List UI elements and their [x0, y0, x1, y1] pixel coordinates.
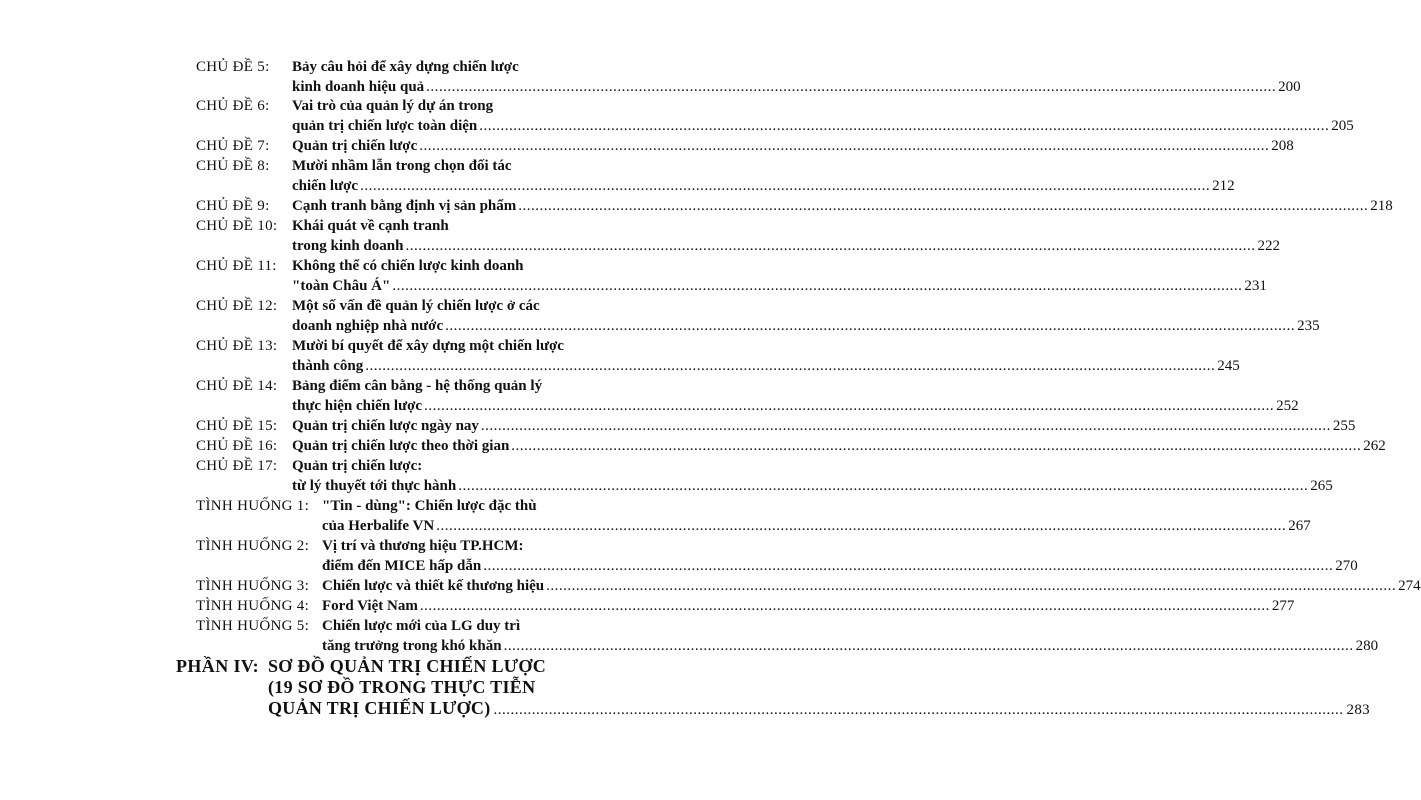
entry-label: CHỦ ĐỀ 7:: [196, 138, 270, 154]
part-title-text: (19 SƠ ĐỒ TRONG THỰC TIỄN: [268, 677, 536, 697]
entry-title-line: [292, 98, 493, 115]
entry-title-text: Không thể có chiến lược kinh doanh: [292, 258, 524, 274]
entry-title-text: Cạnh tranh bằng định vị sản phẩm: [292, 198, 517, 214]
entry-label: TÌNH HUỐNG 1:: [196, 498, 310, 514]
entry-label: TÌNH HUỐNG 5:: [196, 618, 310, 634]
entry-title-text: kinh doanh hiệu quả: [292, 79, 425, 95]
dot-leader: ........................................................................................................................................................................................................: [546, 578, 1397, 594]
entry-label: CHỦ ĐỀ 9:: [196, 198, 270, 214]
entry-title-text: Vị trí và thương hiệu TP.HCM:: [322, 538, 524, 554]
entry-title-last-line: [292, 79, 1301, 96]
entry-label: CHỦ ĐỀ 16:: [196, 438, 278, 454]
entry-label: CHỦ ĐỀ 5:: [196, 59, 270, 75]
entry-label: CHỦ ĐỀ 8:: [196, 158, 270, 174]
entry-title-line: [292, 378, 542, 395]
page-number: 208: [1271, 138, 1294, 154]
page-number: 205: [1331, 118, 1354, 134]
entry-title-text: Quản trị chiến lược:: [292, 458, 423, 474]
page-number: 231: [1244, 278, 1267, 294]
entry-title-line: [292, 458, 422, 475]
entry-label: CHỦ ĐỀ 15:: [196, 418, 278, 434]
part-title-line: [268, 677, 535, 698]
entry-title-last-line: [322, 598, 1295, 615]
entry-title-text: thực hiện chiến lược: [292, 398, 423, 414]
part-title-line: [268, 656, 546, 677]
dot-leader: ........................................................................................................................................................................................................: [511, 438, 1362, 454]
entry-title-text: Quản trị chiến lược ngày nay: [292, 418, 479, 434]
entry-title-line: [292, 158, 512, 175]
entry-title-line: [292, 59, 519, 76]
entry-title-last-line: [292, 118, 1354, 135]
entry-label: CHỦ ĐỀ 10:: [196, 218, 278, 234]
page-number: 283: [1346, 702, 1370, 718]
page-number: 222: [1257, 238, 1280, 254]
entry-title-text: Quản trị chiến lược: [292, 138, 418, 154]
dot-leader: ........................................................................................................................................................................................................: [419, 598, 1270, 614]
entry-title-last-line: [322, 558, 1358, 575]
entry-title-last-line: [292, 478, 1333, 495]
page-number: 245: [1217, 358, 1240, 374]
entry-title-last-line: [322, 578, 1421, 595]
entry-title-last-line: [322, 638, 1379, 655]
entry-title-last-line: [292, 418, 1356, 435]
entry-title-text: Mười nhầm lẫn trong chọn đối tác: [292, 158, 512, 174]
entry-title-text: điểm đến MICE hấp dẫn: [322, 558, 482, 574]
entry-title-text: Chiến lược và thiết kế thương hiệu: [322, 578, 545, 594]
entry-title-last-line: [292, 278, 1267, 295]
entry-title-text: doanh nghiệp nhà nước: [292, 318, 444, 334]
entry-title-text: tăng trưởng trong khó khăn: [322, 638, 502, 654]
entry-title-line: [322, 538, 524, 555]
part-title-text: SƠ ĐỒ QUẢN TRỊ CHIẾN LƯỢC: [268, 656, 547, 676]
page-number: 274: [1398, 578, 1421, 594]
entry-title-text: Quản trị chiến lược theo thời gian: [292, 438, 510, 454]
entry-title-last-line: [292, 398, 1299, 415]
entry-title-text: Khái quát về cạnh tranh: [292, 218, 449, 234]
page-number: 267: [1288, 518, 1311, 534]
dot-leader: ........................................................................................................................................................................................................: [424, 398, 1275, 414]
entry-label: CHỦ ĐỀ 14:: [196, 378, 278, 394]
entry-title-text: Mười bí quyết để xây dựng một chiến lược: [292, 338, 564, 354]
entry-title-line: [292, 218, 449, 235]
dot-leader: ........................................................................................................................................................................................................: [405, 238, 1256, 254]
dot-leader: ........................................................................................................................................................................................................: [503, 638, 1354, 654]
dot-leader: ........................................................................................................................................................................................................: [458, 478, 1309, 494]
dot-leader: ........................................................................................................................................................................................................: [436, 518, 1287, 534]
entry-title-text: Ford Việt Nam: [322, 598, 418, 614]
entry-title-last-line: [292, 438, 1386, 455]
dot-leader: ........................................................................................................................................................................................................: [392, 278, 1243, 294]
page-number: 270: [1335, 558, 1358, 574]
entry-title-text: Một số vấn đề quản lý chiến lược ở các: [292, 298, 540, 314]
entry-title-line: [292, 258, 524, 275]
part-title-text: QUẢN TRỊ CHIẾN LƯỢC): [268, 698, 491, 718]
entry-label: CHỦ ĐỀ 17:: [196, 458, 278, 474]
entry-label: CHỦ ĐỀ 11:: [196, 258, 277, 274]
entry-title-last-line: [292, 358, 1240, 375]
dot-leader: ........................................................................................................................................................................................................: [493, 702, 1344, 718]
entry-label: TÌNH HUỐNG 2:: [196, 538, 310, 554]
page-number: 200: [1278, 79, 1301, 95]
entry-title-text: "Tin - dùng": Chiến lược đặc thù: [322, 498, 537, 514]
entry-title-line: [292, 298, 540, 315]
entry-title-text: chiến lược: [292, 178, 359, 194]
entry-title-line: [322, 498, 537, 515]
page-number: 277: [1271, 598, 1295, 614]
entry-title-last-line: [292, 138, 1294, 155]
page-number: 265: [1310, 478, 1333, 494]
entry-label: CHỦ ĐỀ 6:: [196, 98, 270, 114]
dot-leader: ........................................................................................................................................................................................................: [360, 178, 1211, 194]
entry-title-text: Vai trò của quản lý dự án trong: [292, 98, 494, 114]
entry-title-text: Chiến lược mới của LG duy trì: [322, 618, 521, 634]
dot-leader: ........................................................................................................................................................................................................: [426, 79, 1277, 95]
dot-leader: ........................................................................................................................................................................................................: [480, 418, 1331, 434]
entry-title-text: trong kinh doanh: [292, 238, 404, 254]
entry-title-last-line: [322, 518, 1311, 535]
entry-label: TÌNH HUỐNG 4:: [196, 598, 310, 614]
page-number: 262: [1363, 438, 1386, 454]
entry-title-text: thành công: [292, 358, 364, 374]
entry-title-last-line: [292, 318, 1320, 335]
part-label: PHẦN IV:: [176, 656, 260, 676]
entry-title-text: của Herbalife VN: [322, 518, 435, 534]
dot-leader: ........................................................................................................................................................................................................: [445, 318, 1296, 334]
entry-title-last-line: [292, 178, 1235, 195]
entry-title-text: quản trị chiến lược toàn diện: [292, 118, 478, 134]
part-title-last-line: [268, 698, 1370, 719]
entry-title-text: Bảy câu hỏi để xây dựng chiến lược: [292, 59, 519, 75]
entry-title-line: [322, 618, 520, 635]
entry-label: TÌNH HUỐNG 3:: [196, 578, 310, 594]
entry-title-last-line: [292, 198, 1393, 215]
dot-leader: ........................................................................................................................................................................................................: [365, 358, 1216, 374]
page-number: 218: [1370, 198, 1393, 214]
dot-leader: ........................................................................................................................................................................................................: [518, 198, 1369, 214]
page-number: 280: [1355, 638, 1379, 654]
dot-leader: ........................................................................................................................................................................................................: [479, 118, 1330, 134]
dot-leader: ........................................................................................................................................................................................................: [483, 558, 1334, 574]
entry-title-line: [292, 338, 564, 355]
dot-leader: ........................................................................................................................................................................................................: [419, 138, 1270, 154]
page-number: 235: [1297, 318, 1320, 334]
entry-title-last-line: [292, 238, 1280, 255]
entry-label: CHỦ ĐỀ 13:: [196, 338, 278, 354]
entry-title-text: từ lý thuyết tới thực hành: [292, 478, 457, 494]
page-number: 212: [1212, 178, 1235, 194]
page-number: 255: [1332, 418, 1356, 434]
entry-title-text: "toàn Châu Á": [292, 278, 391, 294]
entry-title-text: Bảng điểm cân bằng - hệ thống quản lý: [292, 378, 543, 394]
page-number: 252: [1276, 398, 1299, 414]
entry-label: CHỦ ĐỀ 12:: [196, 298, 278, 314]
